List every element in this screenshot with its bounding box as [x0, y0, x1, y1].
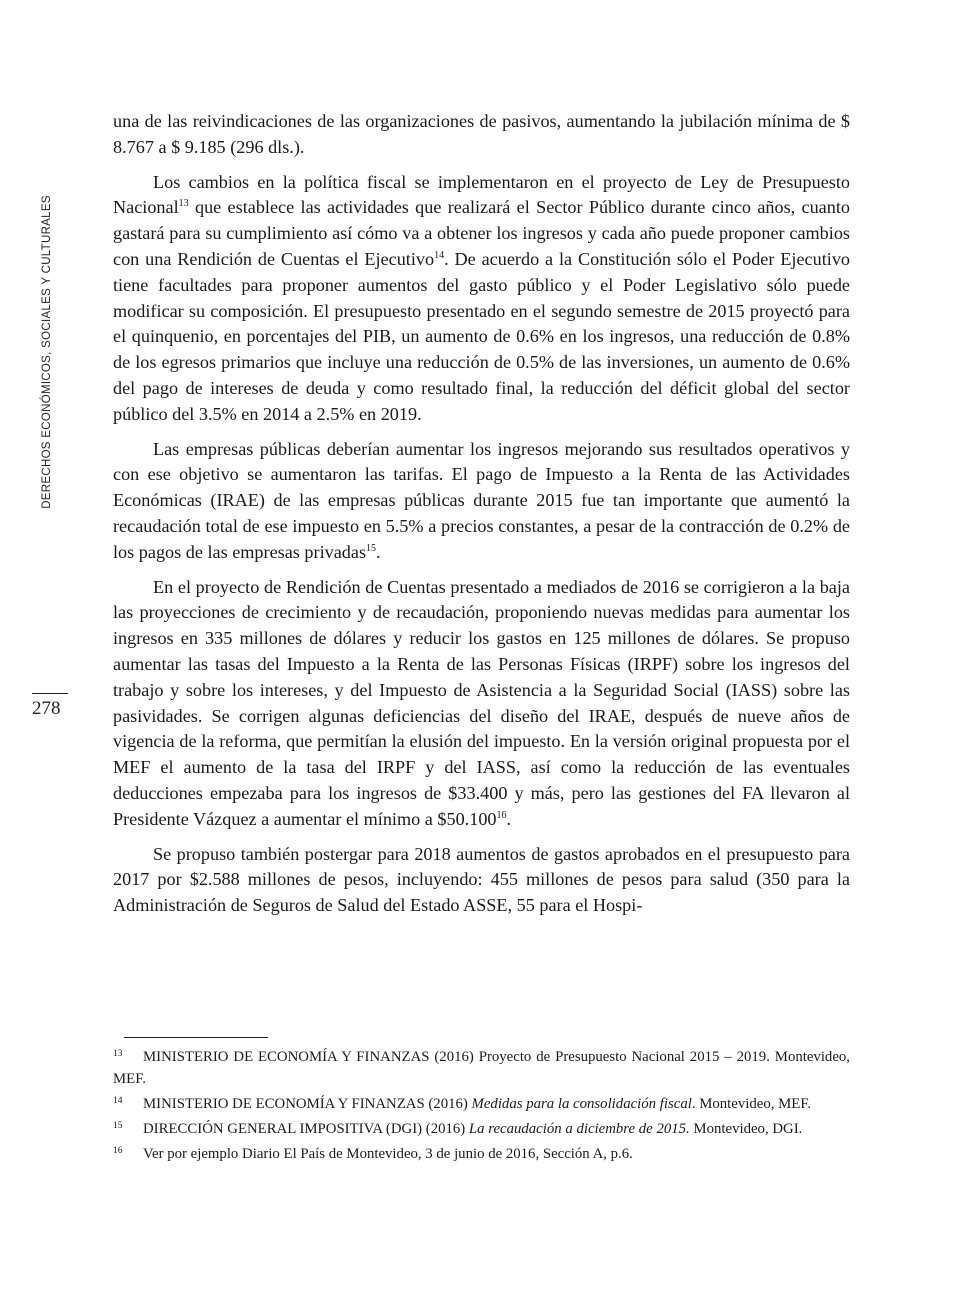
footnote: [113, 1115, 850, 1140]
footnote-ref: 13: [178, 198, 189, 210]
italic-title: La recaudación a diciembre de 2015.: [468, 1121, 690, 1137]
text-run: Montevideo, DGI.: [689, 1121, 803, 1137]
footnote-separator: [124, 1037, 268, 1038]
footnotes: [113, 1043, 850, 1165]
paragraph: [113, 842, 850, 919]
paragraph: [113, 109, 850, 161]
text-run: Se propuso también postergar para 2018 aumentos de gastos aprobados en el presupuesto para 2017 por $2.588 millones de pesos, incluyendo: 455 millones de pesos para salud (350 para la Administración de Seguros de Salud del Estado ASSE, 55 para el Hospi-: [113, 843, 850, 916]
page-number-rule: [32, 693, 68, 694]
text-run: En el proyecto de Rendición de Cuentas presentado a mediados de 2016 se corrigieron a la baja las proyecciones de crecimiento y de recaudación, proponiendo nuevas medidas para aumentar los ingresos en 335 millones de dólares y reducir los gastos en 125 millones de dólares. Se propuso aumentar las tasas del Impuesto a la Renta de las Personas Físicas (IRPF) sobre los ingresos del trabajo y sobre los intereses, y del Impuesto de Asistencia a la Seguridad Social (IASS) sobre las pasividades. Se corrigen algunas deficiencias del diseño del IRAE, después de nueve años de vigencia de la reforma, que permitían la elusión del impuesto. En la versión original propuesta por el MEF el aumento de la tasa del IRPF y del IASS, así como la reducción de las eventuales deducciones empezaba para los ingresos de $33.400 y más, pero las gestiones del FA llevaron al Presidente Vázquez a aumentar el mínimo a $50.100: [113, 576, 850, 829]
footnote: [113, 1090, 850, 1115]
text-run: . Montevideo, MEF.: [691, 1096, 812, 1112]
footnote-mark: 14: [113, 1096, 123, 1106]
footnote-ref: 15: [366, 542, 377, 554]
footnote-ref: 14: [434, 249, 445, 261]
text-run: que establece las actividades que realizará el Sector Público durante cinco años, cuanto gastará para su cumplimiento así cómo va a obtener los ingresos y cada año puede proponer cambios con una Rendición de Cuentas el Ejecutivo: [113, 197, 850, 269]
text-run: MINISTERIO DE ECONOMÍA Y FINANZAS (2016): [143, 1096, 472, 1112]
text-run: Los cambios en la política fiscal se implementaron en el proyecto de Ley de Presupuesto Nacional: [113, 171, 850, 218]
footnote-mark: 16: [113, 1146, 123, 1156]
text-run: Ver por ejemplo Diario El País de Montevideo, 3 de junio de 2016, Sección A, p.6.: [143, 1146, 633, 1162]
text-run: Las empresas públicas deberían aumentar los ingresos mejorando sus resultados operativos y con ese objetivo se aumentaron las tarifas. El pago de Impuesto a la Renta de las Actividades Económicas (IRAE) de las empresas públicas durante 2015 fue tan importante que aumentó la recaudación total de ese impuesto en 5.5% a precios constantes, a pesar de la contracción de 0.2% de los pagos de las empresas privadas: [113, 438, 850, 562]
text-run: . De acuerdo a la Constitución sólo el Poder Ejecutivo tiene facultades para proponer aumentos del gasto público y el Poder Legislativo sólo puede modificar su composición. El presupuesto presentado en el segundo semestre de 2015 proyectó para el quinquenio, en porcentajes del PIB, un aumento de 0.6% en los ingresos, una reducción de 0.8% de los egresos primarios que incluye una reducción de 0.5% de las inversiones, un aumento de 0.6% del pago de intereses de deuda y como resultado final, la reducción del déficit global del sector público del 3.5% en 2014 a 2.5% en 2019.: [113, 248, 851, 424]
side-title-text: DERECHOS ECONÓMICOS, SOCIALES Y CULTURALES: [41, 195, 53, 509]
footnote: [113, 1140, 850, 1165]
body-text: [113, 109, 850, 928]
text-run: DIRECCIÓN GENERAL IMPOSITIVA (DGI) (2016): [143, 1121, 469, 1137]
text-run: una de las reivindicaciones de las organizaciones de pasivos, aumentando la jubilación mínima de $ 8.767 a $ 9.185 (296 dls.).: [113, 111, 850, 157]
text-run: MINISTERIO DE ECONOMÍA Y FINANZAS (2016) Proyecto de Presupuesto Nacional 2015 – 2019. Montevideo, MEF.: [113, 1049, 850, 1087]
footnote-mark: 13: [113, 1049, 123, 1059]
paragraph: [113, 575, 850, 833]
footnote-mark: 15: [113, 1121, 123, 1131]
text-run: .: [376, 541, 381, 562]
page-number: 278: [32, 698, 61, 719]
footnote: [113, 1043, 850, 1090]
paragraph: [113, 170, 850, 428]
italic-title: Medidas para la consolidación fiscal: [471, 1096, 692, 1112]
paragraph: [113, 437, 850, 566]
footnote-ref: 16: [496, 809, 507, 821]
text-run: .: [506, 808, 512, 829]
